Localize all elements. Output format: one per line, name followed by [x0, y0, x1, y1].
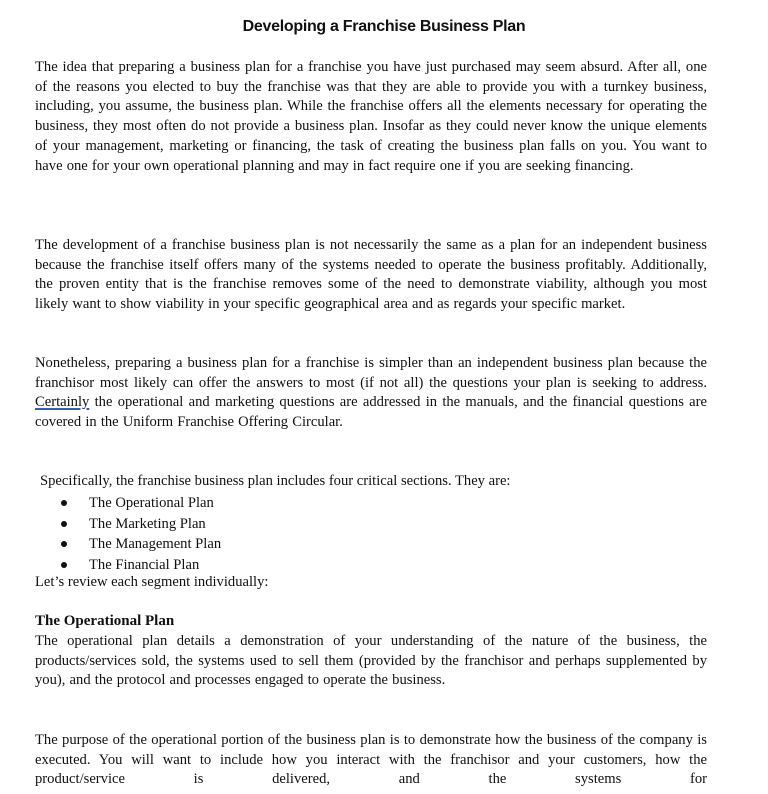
list-item-label: The Operational Plan: [89, 495, 214, 511]
bullet-icon: [61, 500, 67, 506]
list-outro: Let’s review each segment individually:: [35, 574, 269, 590]
list-item: [0, 493, 221, 514]
nonetheless-paragraph: [35, 354, 707, 433]
list-item: [0, 534, 221, 555]
document-title: Developing a Franchise Business Plan: [242, 18, 526, 35]
list-item: [0, 555, 221, 576]
paragraph-text-before: Nonetheless, preparing a business plan for a franchise is simpler than an independent business plan because the franchisor most likely can offer the answers to most (if not all) the questions your plan is seeking to address.: [35, 355, 707, 391]
operational-plan-heading: The Operational Plan: [35, 613, 175, 629]
list-intro: Specifically, the franchise business plan includes four critical sections. They are:: [40, 473, 511, 489]
grammar-flagged-word[interactable]: Certainly: [35, 394, 90, 411]
list-item-label: The Marketing Plan: [89, 515, 206, 532]
list-item-label: The Management Plan: [89, 536, 222, 552]
sections-list: [0, 493, 221, 575]
operational-paragraph-2: The purpose of the operational portion of the business plan is to demonstrate how the business of the company is executed. You will want to include how you interact with the franchisor and your customers, how the product/service is delivered, and the systems for: [35, 732, 707, 788]
bullet-icon: [61, 562, 67, 568]
list-item: [0, 514, 221, 535]
paragraph-text-after: the operational and marketing questions are addressed in the manuals, and the financial questions are covered in the Uniform Franchise Offering Circular.: [35, 394, 707, 431]
intro-paragraph: The idea that preparing a business plan for a franchise you have just purchased may seem absurd. After all, one of the reasons you elected to buy the franchise was that they are able to provide you with a turnkey business, including, you assume, the business plan. While the franchise offers all the elements necessary for operating the business, they most often do not provide a business plan. Insofar as they could never know the unique elements of your management, marketing or financing, the task of creating the business plan falls on you. You want to have one for your own operational planning and may in fact require one if you are seeking financing.: [35, 59, 707, 174]
operational-paragraph-1: The operational plan details a demonstration of your understanding of the nature of the business, the products/services sold, the systems used to sell them (provided by the franchisor and perhaps supplemented by you), and the protocol and processes engaged to operate the business.: [35, 633, 707, 689]
list-item-label: The Financial Plan: [89, 556, 200, 573]
development-paragraph: The development of a franchise business plan is not necessarily the same as a plan for an independent business because the franchise itself offers many of the systems needed to operate the business profitably. Additionally, the proven entity that is the franchise removes some of the need to demonstrate viability, although you most likely want to show viability in your specific geographical area and as regards your specific market.: [35, 237, 707, 313]
bullet-icon: [61, 521, 67, 527]
bullet-icon: [61, 541, 67, 547]
